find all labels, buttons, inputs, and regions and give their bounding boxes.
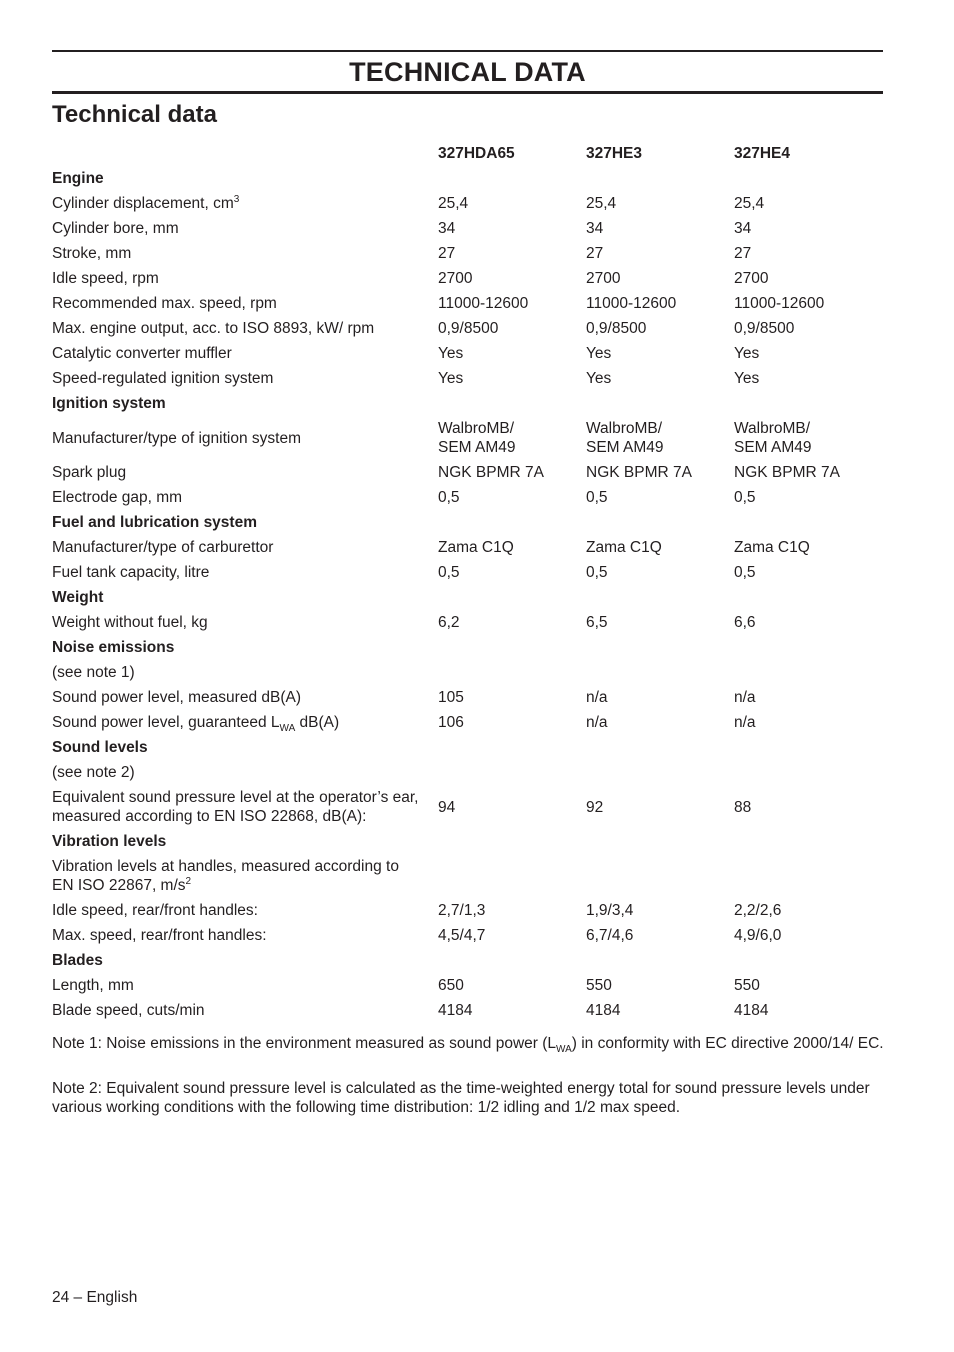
cell-value: 550 [586,977,612,994]
row-label [52,854,892,898]
table-row [52,316,892,341]
row-label-text: EN ISO 22867, m/s [52,877,186,894]
row-label: Stroke, mm [52,245,132,262]
table-row [52,535,892,560]
row-label: Spark plug [52,464,127,481]
cell-line: SEM AM49 [734,439,812,456]
cell-value: 4,9/6,0 [734,927,782,944]
cell-value: 4,5/4,7 [438,927,486,944]
cell-value: 105 [438,689,464,706]
technical-data-table [52,141,892,1023]
cell-value: Yes [438,345,464,362]
page-banner [52,50,883,94]
table-row [52,191,892,216]
cell-value: 0,9/8500 [438,320,499,337]
table-row [52,460,892,485]
cell-value [586,416,734,460]
cell-value: 6,2 [438,614,460,631]
row-label: Catalytic converter muffler [52,345,232,362]
cell-value: Yes [734,345,760,362]
section-row-sound-levels [52,735,892,760]
model-header: 327HE4 [734,145,791,162]
cell-value: NGK BPMR 7A [586,464,692,481]
cell-value: 650 [438,977,464,994]
table-row [52,266,892,291]
row-label-text: measured according to EN ISO 22868, dB(A): [52,808,367,825]
row-label-text: dB(A) [295,714,340,731]
cell-value: 88 [734,798,752,816]
cell-value: Yes [438,370,464,387]
row-label: Max. engine output, acc. to ISO 8893, kW/ rpm [52,320,375,337]
section-row-ignition [52,391,892,416]
row-label: Fuel tank capacity, litre [52,564,210,581]
cell-value: 27 [734,245,752,262]
section-label: Ignition system [52,395,166,412]
cell-value: 106 [438,714,464,731]
cell-value: 2700 [438,270,473,287]
table-row [52,216,892,241]
cell-value: n/a [734,714,756,731]
row-label: Cylinder bore, mm [52,220,179,237]
table-row [52,923,892,948]
cell-value: 0,5 [438,489,460,506]
cell-value: 34 [438,220,456,237]
cell-line: SEM AM49 [438,439,516,456]
table-row [52,341,892,366]
table-row [52,710,892,735]
cell-line: WalbroMB/ [438,420,515,437]
superscript: 2 [185,876,192,887]
cell-value: 0,5 [734,489,756,506]
subscript: WA [556,1044,572,1055]
note-text: ) in conformity with EC directive 2000/14/ EC. [571,1035,884,1052]
model-header: 327HE3 [586,145,643,162]
table-row [52,610,892,635]
section-label: Fuel and lubrication system [52,514,257,531]
section-row-noise [52,635,892,660]
cell-value: 27 [438,245,456,262]
cell-value: 1,9/3,4 [586,902,634,919]
row-label: Length, mm [52,977,134,994]
cell-value: 11000-12600 [734,295,825,312]
cell-value: 4184 [586,1002,621,1019]
table-row [52,854,892,898]
cell-value: 34 [734,220,752,237]
row-label [52,710,438,735]
row-label [52,785,438,829]
cell-value: 0,9/8500 [586,320,647,337]
row-label: Idle speed, rpm [52,270,159,287]
cell-value: n/a [586,689,608,706]
cell-line: WalbroMB/ [734,420,811,437]
section-title: Technical data [52,101,217,128]
section-label: Engine [52,170,104,187]
cell-value: 6,7/4,6 [586,927,634,944]
cell-value: Zama C1Q [438,539,514,556]
model-header: 327HDA65 [438,145,515,162]
cell-value: 6,5 [586,614,608,631]
cell-value: 27 [586,245,604,262]
cell-value: 94 [438,798,456,816]
cell-value: 25,4 [586,195,617,212]
section-row-vibration [52,829,892,854]
cell-value: Zama C1Q [586,539,662,556]
cell-value [438,416,586,460]
table-row [52,366,892,391]
row-label [52,191,438,216]
cell-value: Yes [586,345,612,362]
cell-value: 4184 [438,1002,473,1019]
cell-value: 0,9/8500 [734,320,795,337]
cell-value: 11000-12600 [586,295,677,312]
table-row [52,685,892,710]
cell-value: 0,5 [734,564,756,581]
cell-value: 4184 [734,1002,769,1019]
table-row [52,660,892,685]
row-label: Electrode gap, mm [52,489,183,506]
cell-value: 0,5 [586,564,608,581]
cell-value: 2,2/2,6 [734,902,782,919]
superscript: 3 [233,194,240,205]
cell-value: 550 [734,977,760,994]
section-label: Noise emissions [52,639,175,656]
row-label: Blade speed, cuts/min [52,1002,205,1019]
section-row-fuel [52,510,892,535]
table-row [52,560,892,585]
table-row [52,291,892,316]
section-label: Weight [52,589,104,606]
table-row [52,241,892,266]
section-row-engine [52,166,892,191]
cell-value: 0,5 [586,489,608,506]
cell-value: 2700 [586,270,621,287]
subscript: WA [279,723,296,734]
row-label: (see note 2) [52,764,135,781]
cell-value: 25,4 [734,195,765,212]
row-label: Speed-regulated ignition system [52,370,274,387]
table-header-row [52,141,892,166]
row-label: Recommended max. speed, rpm [52,295,277,312]
row-label: Weight without fuel, kg [52,614,208,631]
cell-value: 11000-12600 [438,295,529,312]
cell-line: SEM AM49 [586,439,664,456]
note-1 [52,1034,888,1053]
cell-value: Zama C1Q [734,539,810,556]
section-row-weight [52,585,892,610]
cell-value: 25,4 [438,195,469,212]
row-label: Max. speed, rear/front handles: [52,927,267,944]
page-footer: 24 – English [52,1289,138,1306]
cell-value [734,416,892,460]
cell-value: 6,6 [734,614,756,631]
section-row-blades [52,948,892,973]
cell-value: Yes [734,370,760,387]
table-row [52,760,892,785]
section-label: Blades [52,952,103,969]
table-row [52,973,892,998]
header-blank [52,141,438,166]
table-row [52,998,892,1023]
cell-value: Yes [586,370,612,387]
row-label-text: Equivalent sound pressure level at the operator’s ear, [52,789,419,806]
note-text: Note 1: Noise emissions in the environment measured as sound power (L [52,1035,557,1052]
row-label-text: Cylinder displacement, cm [52,195,234,212]
table-row [52,485,892,510]
row-label-text: Sound power level, guaranteed L [52,714,280,731]
row-label: Sound power level, measured dB(A) [52,689,301,706]
row-label: Manufacturer/type of ignition system [52,429,301,447]
cell-value: 2700 [734,270,769,287]
cell-value: 0,5 [438,564,460,581]
cell-line: WalbroMB/ [586,420,663,437]
section-label: Sound levels [52,739,148,756]
banner-title: TECHNICAL DATA [349,57,586,87]
row-label-text: Vibration levels at handles, measured according to [52,858,399,875]
row-label: (see note 1) [52,664,135,681]
table-row [52,785,892,829]
table-row [52,416,892,460]
cell-value: NGK BPMR 7A [438,464,544,481]
cell-value: NGK BPMR 7A [734,464,840,481]
cell-value: 34 [586,220,604,237]
table-row [52,898,892,923]
note-2: Note 2: Equivalent sound pressure level is calculated as the time-weighted energy total for sound pressure levels under various working conditions with the following time distribution: 1/2 idling and 1/2 max speed. [52,1080,870,1116]
cell-value: n/a [734,689,756,706]
cell-value: 92 [586,798,604,816]
row-label: Idle speed, rear/front handles: [52,902,258,919]
row-label: Manufacturer/type of carburettor [52,539,274,556]
cell-value: 2,7/1,3 [438,902,486,919]
cell-value: n/a [586,714,608,731]
section-label: Vibration levels [52,833,167,850]
